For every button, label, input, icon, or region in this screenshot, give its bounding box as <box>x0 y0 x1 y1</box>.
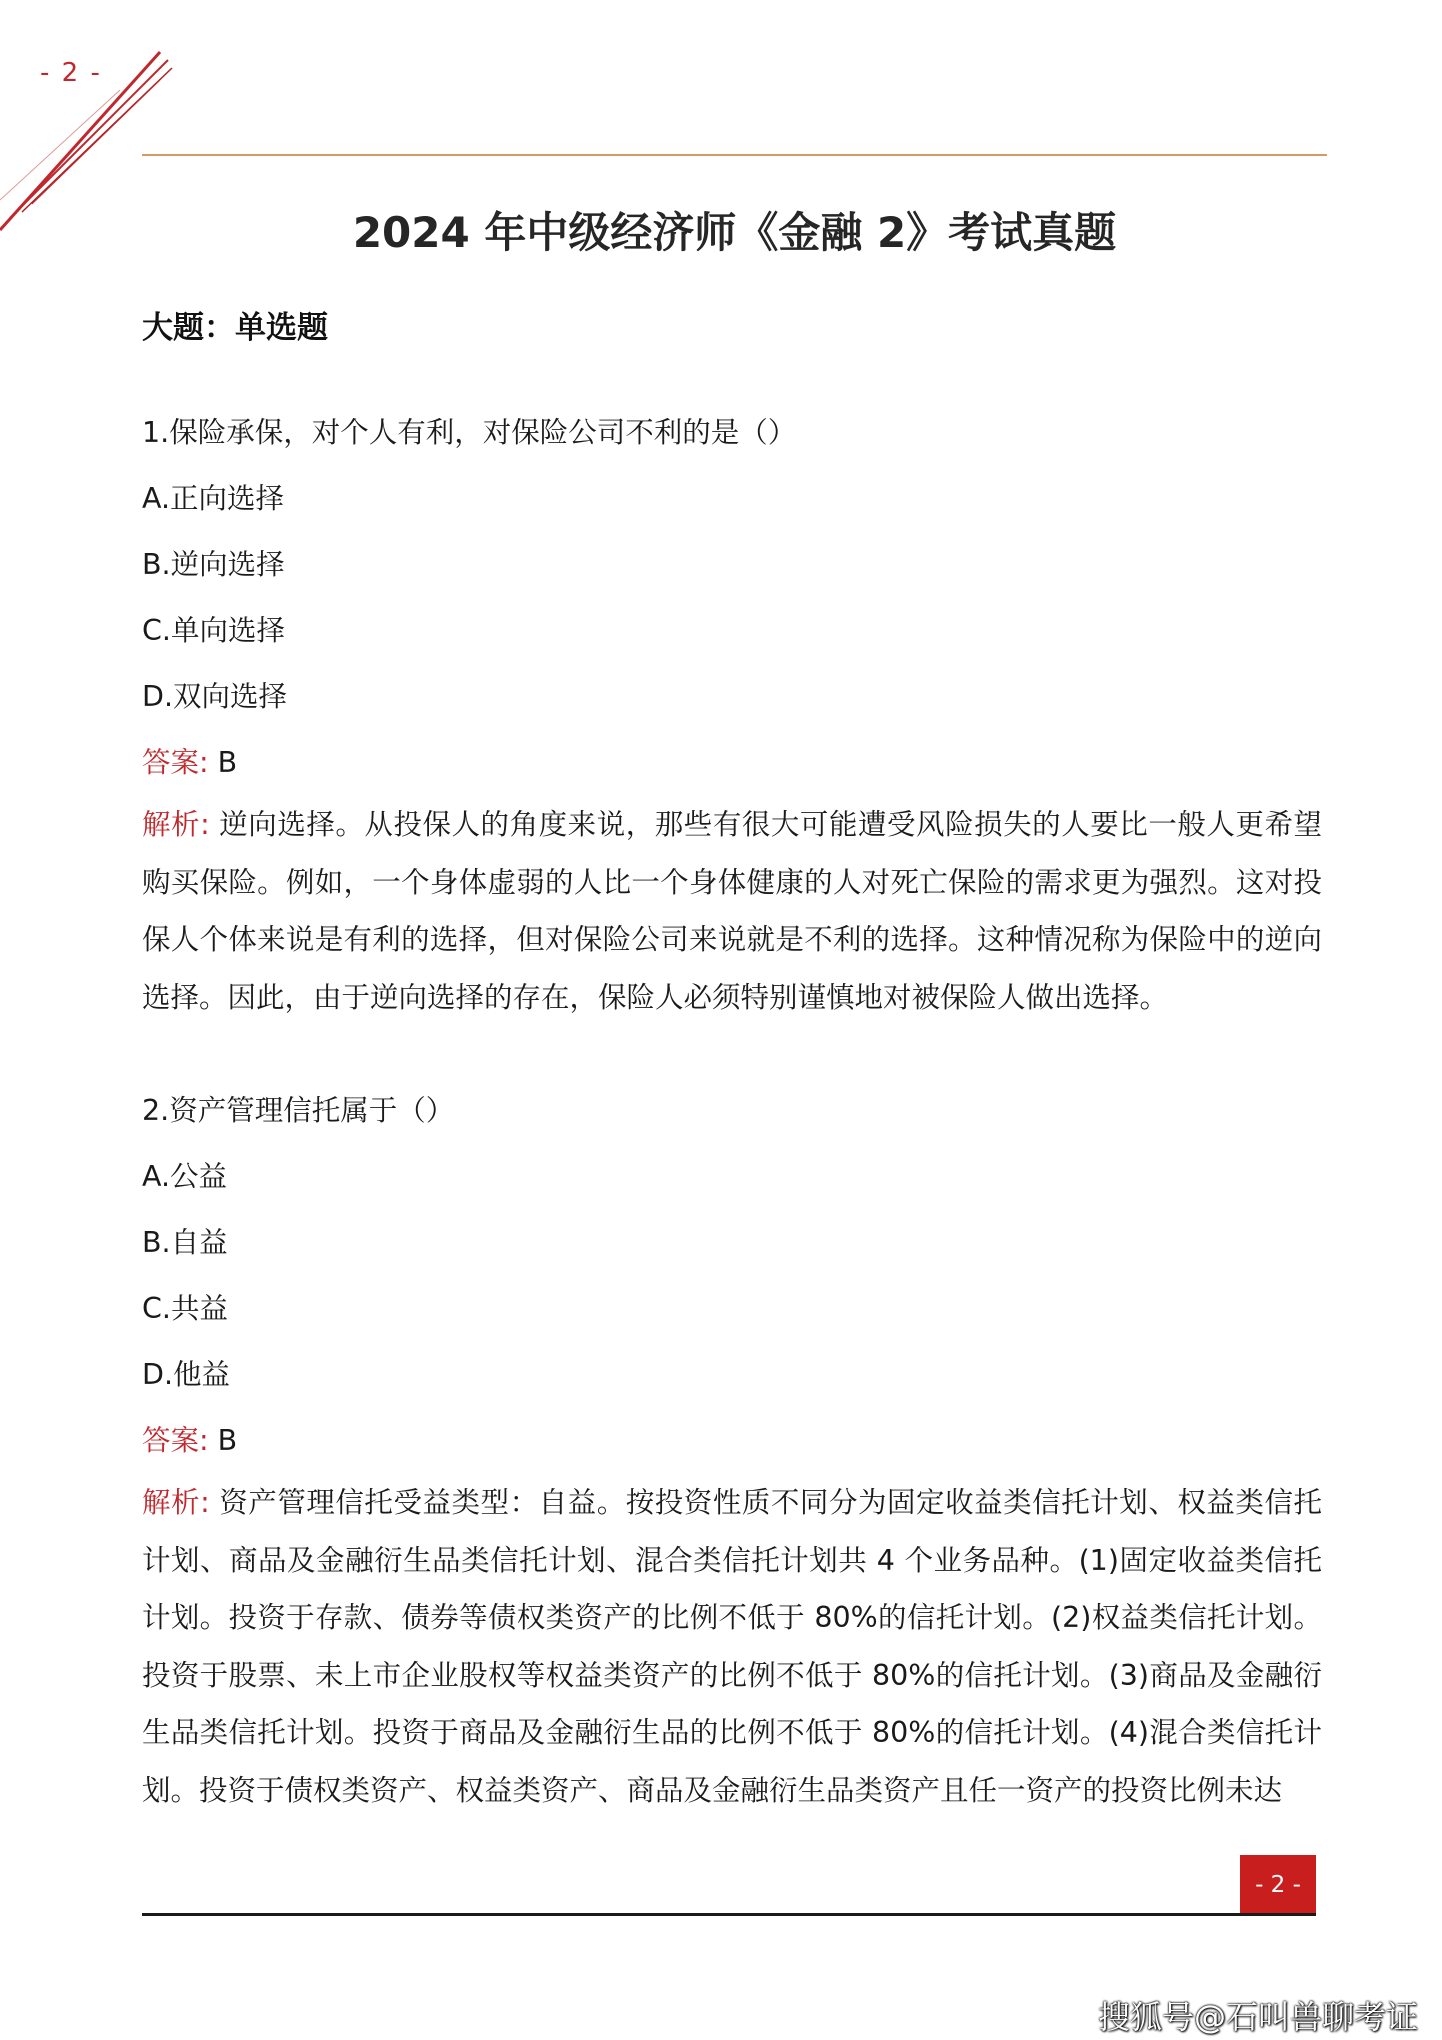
watermark: 搜狐号@石叫兽聊考证 <box>1097 1998 1418 2036</box>
question-stem: 2.资产管理信托属于（） <box>142 1094 455 1127</box>
header-rule <box>142 154 1327 156</box>
explanation-label: 解析: <box>142 808 210 841</box>
option-b: B.逆向选择 <box>142 548 285 581</box>
option-b: B.自益 <box>142 1226 228 1259</box>
option-d: D.双向选择 <box>142 680 288 713</box>
option-a: A.正向选择 <box>142 482 285 515</box>
spacer <box>142 1026 1322 1078</box>
answer-line <box>142 730 1322 796</box>
option-a: A.公益 <box>142 1160 228 1193</box>
option-d: D.他益 <box>142 1358 231 1391</box>
document-title: 2024 年中级经济师《金融 2》考试真题 <box>352 208 1117 257</box>
answer-label: 答案: <box>142 1424 209 1457</box>
answer-line <box>142 1408 1322 1474</box>
question-content <box>142 400 1322 1819</box>
answer-value: B <box>217 1424 238 1457</box>
footer-page-number: - 2 - <box>1240 1855 1316 1915</box>
answer-value: B <box>217 746 238 779</box>
explanation-text: 资产管理信托受益类型：自益。按投资性质不同分为固定收益类信托计划、权益类信托计划、商品及金融衍生品类信托计划、混合类信托计划共 4 个业务品种。(1)固定收益类信托计划。投资于存款、债券等债权类资产的比例不低于 80%的信托计划。(2)权益类信托计划。投资于股票、未上市企业股权等权益类资产的比例不低于 80%的信托计划。(3)商品及金融衍生品类信托计划。投资于商品及金融衍生品的比例不低于 80%的信托计划。(4)混合类信托计划。投资于债权类资产、权益类资产、商品及金融衍生品类资产且任一资产的投资比例未达 <box>142 1486 1322 1807</box>
section-title: 大题：单选题 <box>142 310 328 346</box>
explanation <box>142 796 1322 1026</box>
explanation <box>142 1474 1322 1819</box>
question-stem: 1.保险承保，对个人有利，对保险公司不利的是（） <box>142 416 797 449</box>
answer-label: 答案: <box>142 746 209 779</box>
explanation-text: 逆向选择。从投保人的角度来说，那些有很大可能遭受风险损失的人要比一般人更希望购买保险。例如，一个身体虚弱的人比一个身体健康的人对死亡保险的需求更为强烈。这对投保人个体来说是有利的选择，但对保险公司来说就是不利的选择。这种情况称为保险中的逆向选择。因此，由于逆向选择的存在，保险人必须特别谨慎地对被保险人做出选择。 <box>142 808 1322 1014</box>
header-page-number: - 2 - <box>40 58 102 88</box>
option-c: C.共益 <box>142 1292 228 1325</box>
question-block <box>142 1078 1322 1819</box>
footer-rule <box>142 1913 1316 1916</box>
question-block <box>142 400 1322 1026</box>
explanation-label: 解析: <box>142 1486 210 1519</box>
option-c: C.单向选择 <box>142 614 285 647</box>
